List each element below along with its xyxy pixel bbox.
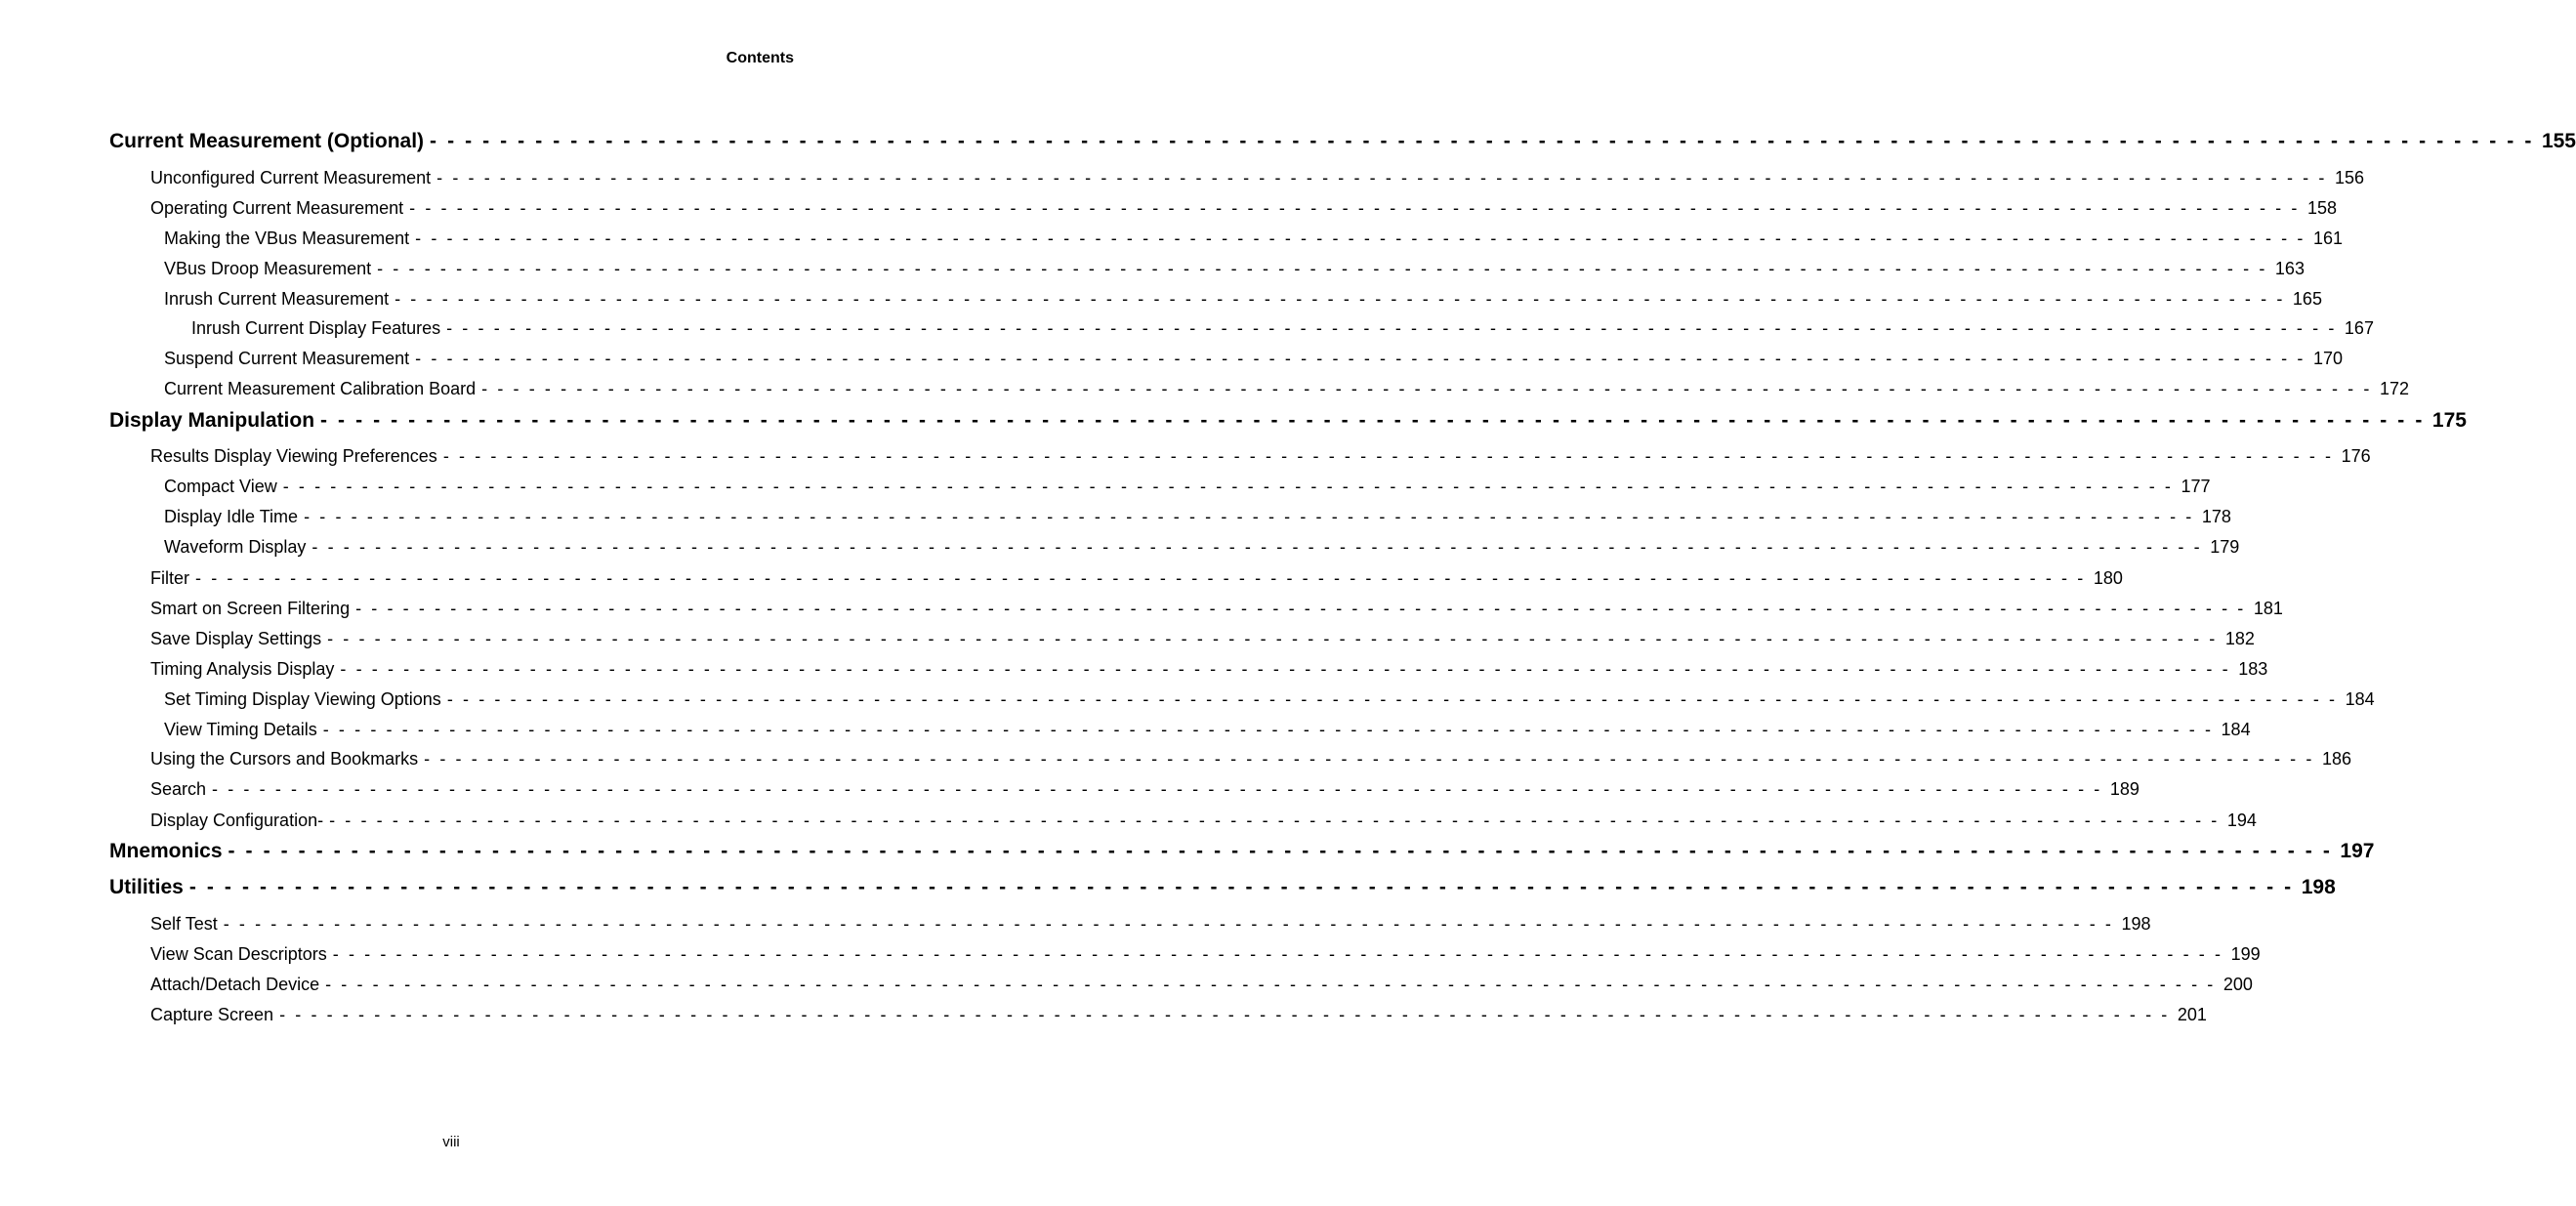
toc-entry-title: Operating Current Measurement [150,198,404,218]
running-head: Contents [726,50,794,66]
dot-leader: - - - - - - - - - - - - - - - - - - - - - - - - - - - - - - - - - - - - - - - - - - - - - - - - - - - - - - - - - - - - - - - - - - - - - - - - - - - - - - - - - - - - - - - - - - - - - - - - - - - - - - - - - - - - - - - - - - - - - - - - [304,507,2194,526]
toc-entry[interactable] [150,629,2255,649]
toc-entry[interactable] [164,229,2343,249]
toc-entry[interactable] [150,944,2261,965]
dot-leader: - - - - - - - - - - - - - - - - - - - - - - - - - - - - - - - - - - - - - - - - - - - - - - - - - - - - - - - - - - - - - - - - - - - - - - - - - - - - - - - - - - - - - - - - - - - - - - - - - - - - - - - - - - - - - - - - - - - - - - - - [415,229,2306,248]
toc-entry-page: 167 [2344,318,2374,338]
toc-entry[interactable] [150,914,2151,935]
toc-entry-title: Inrush Current Display Features [191,318,441,338]
toc-entry-title: Current Measurement (Optional) [109,130,425,152]
toc-entry-title: Attach/Detach Device [150,975,320,994]
dot-leader: - - - - - - - - - - - - - - - - - - - - - - - - - - - - - - - - - - - - - - - - - - - - - - - - - - - - - - - - - - - - - - - - - - - - - - - - - - - - - - - - - - - - - - - - - - - - - - - - - - - - - - - - - - - - - - - - - - - - - - - - [355,599,2246,618]
dot-leader: - - - - - - - - - - - - - - - - - - - - - - - - - - - - - - - - - - - - - - - - - - - - - - - - - - - - - - - - - - - - - - - - - - - - - - - - - - - - - - - - - - - - - - - - - - - - - - - - - - - - - - - - - - - - - - - - - - - - - - - - [325,975,2216,994]
toc-entry-title: View Timing Details [164,720,317,739]
toc-entry-title: View Scan Descriptors [150,944,327,964]
toc-entry-page: 181 [2253,599,2283,618]
toc-entry-title: Utilities [109,876,184,898]
dot-leader: - - - - - - - - - - - - - - - - - - - - - - - - - - - - - - - - - - - - - - - - - - - - - - - - - - - - - - - - - - - - - - - - - - - - - - - - - - - - - - - - - - - - - - - - - - - - - - - - - - - - - - - - - - - - - - - - - - - - - - - - [395,289,2285,309]
dot-leader: - - - - - - - - - - - - - - - - - - - - - - - - - - - - - - - - - - - - - - - - - - - - - - - - - - - - - - - - - - - - - - - - - - - - - - - - - - - - - - - - - - - - - - - - - - - - - - - - - - - - - - - - - - - - - - - - - - - - - - - - [446,318,2337,338]
toc-entry[interactable] [164,507,2231,527]
toc-entry-title: Suspend Current Measurement [164,349,410,368]
dot-leader: - - - - - - - - - - - - - - - - - - - - - - - - - - - - - - - - - - - - - - - - - - - - - - - - - - - - - - - - - - - - - - - - - - - - - - - - - - - - - - - - - - - - - - - - - - - - - - - - - - - - - - - - - - - - - - - - - - - - - - - - [327,629,2218,648]
toc-entry[interactable] [164,259,2305,279]
toc-entry-page: 184 [2221,720,2251,739]
toc-entry-page: 180 [2093,568,2123,588]
toc-entry-page: 179 [2210,537,2240,557]
toc-entry-page: 163 [2274,259,2305,278]
dot-leader: - - - - - - - - - - - - - - - - - - - - - - - - - - - - - - - - - - - - - - - - - - - - - - - - - - - - - - - - - - - - - - - - - - - - - - - - - - - - - - - - - - - - - - - - - - - - - - - - - - - - - - - - - - - - - - - - - - - - - - - - [409,198,2300,218]
dot-leader: - - - - - - - - - - - - - - - - - - - - - - - - - - - - - - - - - - - - - - - - - - - - - - - - - - - - - - - - - - - - - - - - - - - - - - - - - - - - - - - - - - - - - - - - - - - - - - - - - - - - - - - - - - - - - - - - - - - - - - - - [415,349,2306,368]
toc-entry[interactable] [150,779,2140,800]
toc-entry[interactable] [109,130,2576,153]
toc-entry-page: 197 [2340,840,2375,862]
toc-entry-page: 170 [2312,349,2343,368]
toc-entry[interactable] [109,876,2336,899]
dot-leader: - - - - - - - - - - - - - - - - - - - - - - - - - - - - - - - - - - - - - - - - - - - - - - - - - - - - - - - - - - - - - - - - - - - - - - - - - - - - - - - - - - - - - - - - - - - - - - - - - - - - - - - - - - - - - - - - - - - - - - - - [212,779,2102,799]
toc-entry-page: 182 [2224,629,2255,648]
toc-entry-page: 201 [2177,1005,2207,1024]
dot-leader: - - - - - - - - - - - - - - - - - - - - - - - - - - - - - - - - - - - - - - - - - - - - - - - - - - - - - - - - - - - - - - - - - - - - - - - - - - - - - - - - - - - - - - - - - - - - - - - - - - - - - - - - - - - - - - - - - - - - - - - - [195,568,2086,588]
dot-leader: - - - - - - - - - - - - - - - - - - - - - - - - - - - - - - - - - - - - - - - - - - - - - - - - - - - - - - - - - - - - - - - - - - - - - - - - - - - - - - - - - - - - - - - - - - - - - - - - - - - - - - - - - - - - - - - - - - - - - - - - [340,659,2231,679]
toc-entry-title: Mnemonics [109,840,223,862]
toc-entry[interactable] [150,599,2283,619]
toc-entry-title: Capture Screen [150,1005,274,1024]
toc-entry-page: 200 [2223,975,2253,994]
dot-leader: - - - - - - - - - - - - - - - - - - - - - - - - - - - - - - - - - - - - - - - - - - - - - - - - - - - - - - - - - - - - - - - - - - - - - - - - - - - - - - - - - - - - - - - - - - - - - - - - - - - - - - - - - - - - - - - - - - - - - - - - [228,840,2333,862]
toc-entry-title: Compact View [164,477,277,496]
toc-entry-page: 198 [2301,876,2336,898]
toc-entry[interactable] [150,811,2257,831]
dot-leader: - - - - - - - - - - - - - - - - - - - - - - - - - - - - - - - - - - - - - - - - - - - - - - - - - - - - - - - - - - - - - - - - - - - - - - - - - - - - - - - - - - - - - - - - - - - - - - - - - - - - - - - - - - - - - - - - - - - - - - - - [332,944,2223,964]
dot-leader: - - - - - - - - - - - - - - - - - - - - - - - - - - - - - - - - - - - - - - - - - - - - - - - - - - - - - - - - - - - - - - - - - - - - - - - - - - - - - - - - - - - - - - - - - - - - - - - - - - - - - - - - - - - - - - - - - - - - - - - - [329,811,2220,830]
toc-entry-title: Timing Analysis Display [150,659,335,679]
toc-entry-page: 176 [2341,446,2371,466]
toc-entry-title: Search [150,779,207,799]
toc-entry[interactable] [164,379,2410,399]
toc-entry[interactable] [109,840,2375,863]
toc-entry[interactable] [150,659,2268,680]
toc-entry-title: Display Configuration- [150,811,324,830]
toc-entry[interactable] [150,749,2351,769]
toc-entry-page: 189 [2109,779,2140,799]
toc-entry[interactable] [191,318,2374,339]
toc-entry[interactable] [164,537,2240,558]
toc-entry-title: Results Display Viewing Preferences [150,446,437,466]
toc-entry-page: 178 [2201,507,2231,526]
toc-entry[interactable] [150,168,2364,188]
toc-entry-title: VBus Droop Measurement [164,259,372,278]
dot-leader: - - - - - - - - - - - - - - - - - - - - - - - - - - - - - - - - - - - - - - - - - - - - - - - - - - - - - - - - - - - - - - - - - - - - - - - - - - - - - - - - - - - - - - - - - - - - - - - - - - - - - - - - - - - - - - - - - - - - - - - - [223,914,2114,934]
toc-entry-title: Using the Cursors and Bookmarks [150,749,419,769]
toc-entry-page: 156 [2334,168,2364,187]
dot-leader: - - - - - - - - - - - - - - - - - - - - - - - - - - - - - - - - - - - - - - - - - - - - - - - - - - - - - - - - - - - - - - - - - - - - - - - - - - - - - - - - - - - - - - - - - - - - - - - - - - - - - - - - - - - - - - - - - - - - - - - - [279,1005,2170,1024]
dot-leader: - - - - - - - - - - - - - - - - - - - - - - - - - - - - - - - - - - - - - - - - - - - - - - - - - - - - - - - - - - - - - - - - - - - - - - - - - - - - - - - - - - - - - - - - - - - - - - - - - - - - - - - - - - - - - - - - - - - - - - - - [312,537,2203,557]
toc-entry-title: Save Display Settings [150,629,322,648]
dot-leader: - - - - - - - - - - - - - - - - - - - - - - - - - - - - - - - - - - - - - - - - - - - - - - - - - - - - - - - - - - - - - - - - - - - - - - - - - - - - - - - - - - - - - - - - - - - - - - - - - - - - - - - - - - - - - - - - - - - - - - - - [188,876,2294,898]
dot-leader: - - - - - - - - - - - - - - - - - - - - - - - - - - - - - - - - - - - - - - - - - - - - - - - - - - - - - - - - - - - - - - - - - - - - - - - - - - - - - - - - - - - - - - - - - - - - - - - - - - - - - - - - - - - - - - - - - - - - - - - - [430,130,2534,152]
dot-leader: - - - - - - - - - - - - - - - - - - - - - - - - - - - - - - - - - - - - - - - - - - - - - - - - - - - - - - - - - - - - - - - - - - - - - - - - - - - - - - - - - - - - - - - - - - - - - - - - - - - - - - - - - - - - - - - - - - - - - - - - [282,477,2174,496]
toc-entry-page: 194 [2226,811,2257,830]
dot-leader: - - - - - - - - - - - - - - - - - - - - - - - - - - - - - - - - - - - - - - - - - - - - - - - - - - - - - - - - - - - - - - - - - - - - - - - - - - - - - - - - - - - - - - - - - - - - - - - - - - - - - - - - - - - - - - - - - - - - - - - - [481,379,2372,398]
toc-entry-title: Making the VBus Measurement [164,229,410,248]
toc-entry-page: 186 [2321,749,2351,769]
toc-entry-page: 183 [2238,659,2268,679]
toc-entry-title: Set Timing Display Viewing Options [164,689,441,709]
toc-entry-page: 155 [2541,130,2576,152]
toc-entry[interactable] [164,689,2375,710]
toc-entry-title: Smart on Screen Filtering [150,599,351,618]
dot-leader: - - - - - - - - - - - - - - - - - - - - - - - - - - - - - - - - - - - - - - - - - - - - - - - - - - - - - - - - - - - - - - - - - - - - - - - - - - - - - - - - - - - - - - - - - - - - - - - - - - - - - - - - - - - - - - - - - - - - - - - - [446,689,2338,709]
toc-entry[interactable] [164,349,2343,369]
dot-leader: - - - - - - - - - - - - - - - - - - - - - - - - - - - - - - - - - - - - - - - - - - - - - - - - - - - - - - - - - - - - - - - - - - - - - - - - - - - - - - - - - - - - - - - - - - - - - - - - - - - - - - - - - - - - - - - - - - - - - - - - [424,749,2314,769]
toc-entry[interactable] [164,289,2322,310]
toc-entry-page: 158 [2306,198,2337,218]
toc-entry-title: Display Idle Time [164,507,299,526]
toc-entry-page: 177 [2181,477,2211,496]
toc-entry[interactable] [164,477,2211,497]
toc-entry-page: 161 [2312,229,2343,248]
toc-entry-title: Current Measurement Calibration Board [164,379,477,398]
toc-entry[interactable] [150,568,2123,589]
toc-entry-page: 172 [2379,379,2410,398]
toc-entry[interactable] [150,975,2253,995]
dot-leader: - - - - - - - - - - - - - - - - - - - - - - - - - - - - - - - - - - - - - - - - - - - - - - - - - - - - - - - - - - - - - - - - - - - - - - - - - - - - - - - - - - - - - - - - - - - - - - - - - - - - - - - - - - - - - - - - - - - - - - - - [322,720,2214,739]
toc-entry[interactable] [150,198,2337,219]
toc-entry-title: Waveform Display [164,537,307,557]
toc-entry-title: Self Test [150,914,218,934]
toc-entry[interactable] [164,720,2251,740]
dot-leader: - - - - - - - - - - - - - - - - - - - - - - - - - - - - - - - - - - - - - - - - - - - - - - - - - - - - - - - - - - - - - - - - - - - - - - - - - - - - - - - - - - - - - - - - - - - - - - - - - - - - - - - - - - - - - - - - - - - - - - - - [442,446,2334,466]
toc-entry-title: Display Manipulation [109,409,315,432]
page-number: viii [442,1134,460,1150]
dot-leader: - - - - - - - - - - - - - - - - - - - - - - - - - - - - - - - - - - - - - - - - - - - - - - - - - - - - - - - - - - - - - - - - - - - - - - - - - - - - - - - - - - - - - - - - - - - - - - - - - - - - - - - - - - - - - - - - - - - - - - - - [320,409,2425,432]
toc-entry-title: Unconfigured Current Measurement [150,168,432,187]
toc-entry-page: 165 [2292,289,2322,309]
toc-entry-page: 198 [2121,914,2151,934]
toc-entry[interactable] [150,446,2371,467]
toc-entry[interactable] [150,1005,2207,1025]
dot-leader: - - - - - - - - - - - - - - - - - - - - - - - - - - - - - - - - - - - - - - - - - - - - - - - - - - - - - - - - - - - - - - - - - - - - - - - - - - - - - - - - - - - - - - - - - - - - - - - - - - - - - - - - - - - - - - - - - - - - - - - - [377,259,2267,278]
toc-entry-page: 199 [2230,944,2261,964]
dot-leader: - - - - - - - - - - - - - - - - - - - - - - - - - - - - - - - - - - - - - - - - - - - - - - - - - - - - - - - - - - - - - - - - - - - - - - - - - - - - - - - - - - - - - - - - - - - - - - - - - - - - - - - - - - - - - - - - - - - - - - - - [436,168,2327,187]
toc-entry-title: Inrush Current Measurement [164,289,390,309]
toc-entry-page: 184 [2345,689,2375,709]
toc-entry-title: Filter [150,568,189,588]
toc-entry[interactable] [109,409,2467,433]
toc-entry-page: 175 [2431,409,2467,432]
